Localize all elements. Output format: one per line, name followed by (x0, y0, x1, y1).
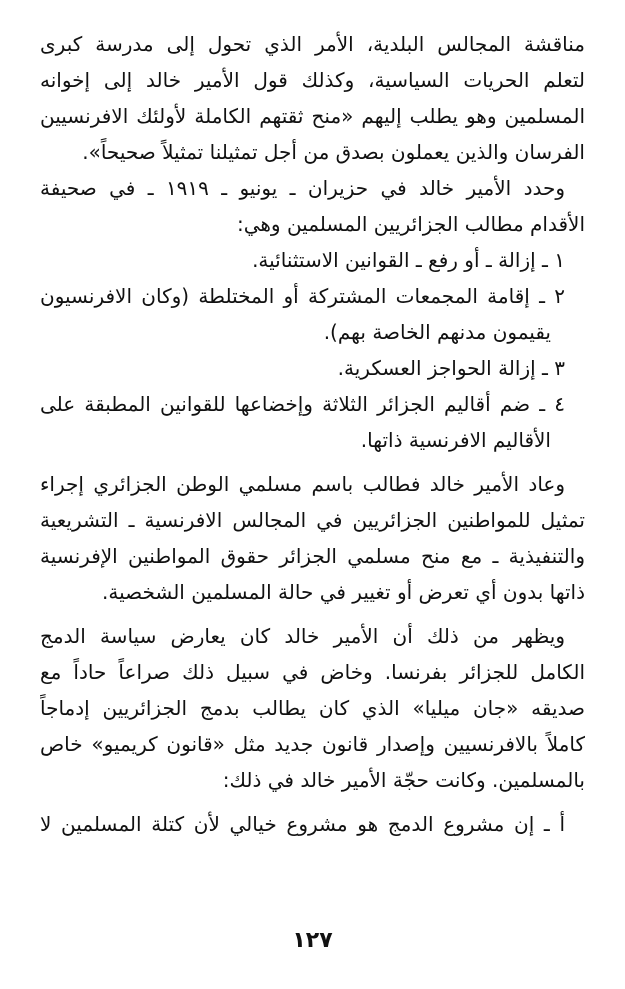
paragraph-integration (40, 618, 585, 798)
text-line: ذاتها بدون أي تعرض أو تغيير في حالة المسلمين الشخصية. (101, 580, 585, 604)
text-line: ٣ ـ إزالة الحواجز العسكرية. (337, 356, 565, 380)
demand-item-4 (40, 386, 585, 458)
text-line: الكامل للجزائر بفرنسا. وخاض في سبيل ذلك صراعاً حاداً مع (40, 660, 585, 684)
text-line: كاملاً بالافرنسيين وإصدار قانون جديد مثل «قانون كريميو» خاص (40, 732, 585, 756)
demands-list (40, 242, 585, 458)
paragraph-argument-a (40, 806, 585, 842)
text-line: وعاد الأمير خالد فطالب باسم مسلمي الوطن الجزائري إجراء (40, 472, 565, 496)
text-line: يقيمون مدنهم الخاصة بهم). (323, 320, 551, 344)
text-line: الفرسان والذين يعملون بصدق من أجل تمثيلنا تمثيلاً صحيحاً». (82, 140, 585, 164)
text-line: ١ ـ إزالة ـ أو رفع ـ القوانين الاستثنائية. (252, 248, 565, 272)
demand-item-1 (40, 242, 585, 278)
text-line: لتعلم الحريات السياسية، وكذلك قول الأمير خالد إلى إخوانه (40, 68, 585, 92)
demand-item-2 (40, 278, 585, 350)
page-number: ١٢٧ (292, 928, 333, 953)
text-line: أ ـ إن مشروع الدمج هو مشروع خيالي لأن كتلة المسلمين لا (40, 812, 565, 836)
paragraph-gap (40, 798, 585, 806)
paragraph-municipal-councils (40, 26, 585, 170)
text-line: المسلمين وهو يطلب إليهم «منح ثقتهم الكاملة لأولئك الافرنسيين (40, 104, 585, 128)
paragraph-representation (40, 466, 585, 610)
text-line: ٢ ـ إقامة المجمعات المشتركة أو المختلطة (وكان الافرنسيون (40, 284, 565, 308)
text-line: صديقه «جان ميليا» الذي كان يطالب بدمج الجزائريين إدماجاً (40, 696, 585, 720)
text-line: ٤ ـ ضم أقاليم الجزائر الثلاثة وإخضاعها للقوانين المطبقة على (40, 392, 565, 416)
text-line: تمثيل للمواطنين الجزائريين في المجالس الافرنسية ـ التشريعية (40, 508, 585, 532)
text-line: وحدد الأمير خالد في حزيران ـ يونيو ـ ١٩١٩ ـ في صحيفة (40, 176, 566, 200)
page-body (40, 26, 585, 842)
text-line: مناقشة المجالس البلدية، الأمر الذي تحول إلى مدرسة كبرى (40, 32, 585, 56)
paragraph-gap (40, 458, 585, 466)
text-line: الأقاليم الافرنسية ذاتها. (360, 428, 551, 452)
text-line: ويظهر من ذلك أن الأمير خالد كان يعارض سياسة الدمج (40, 624, 565, 648)
demand-item-3 (40, 350, 585, 386)
text-line: بالمسلمين. وكانت حجّة الأمير خالد في ذلك: (222, 768, 585, 792)
text-line: والتنفيذية ـ مع منح مسلمي الجزائر حقوق المواطنين الإفرنسية (40, 544, 585, 568)
paragraph-demands-intro (40, 170, 585, 242)
text-line: الأقدام مطالب الجزائريين المسلمين وهي: (236, 212, 585, 236)
paragraph-gap (40, 610, 585, 618)
